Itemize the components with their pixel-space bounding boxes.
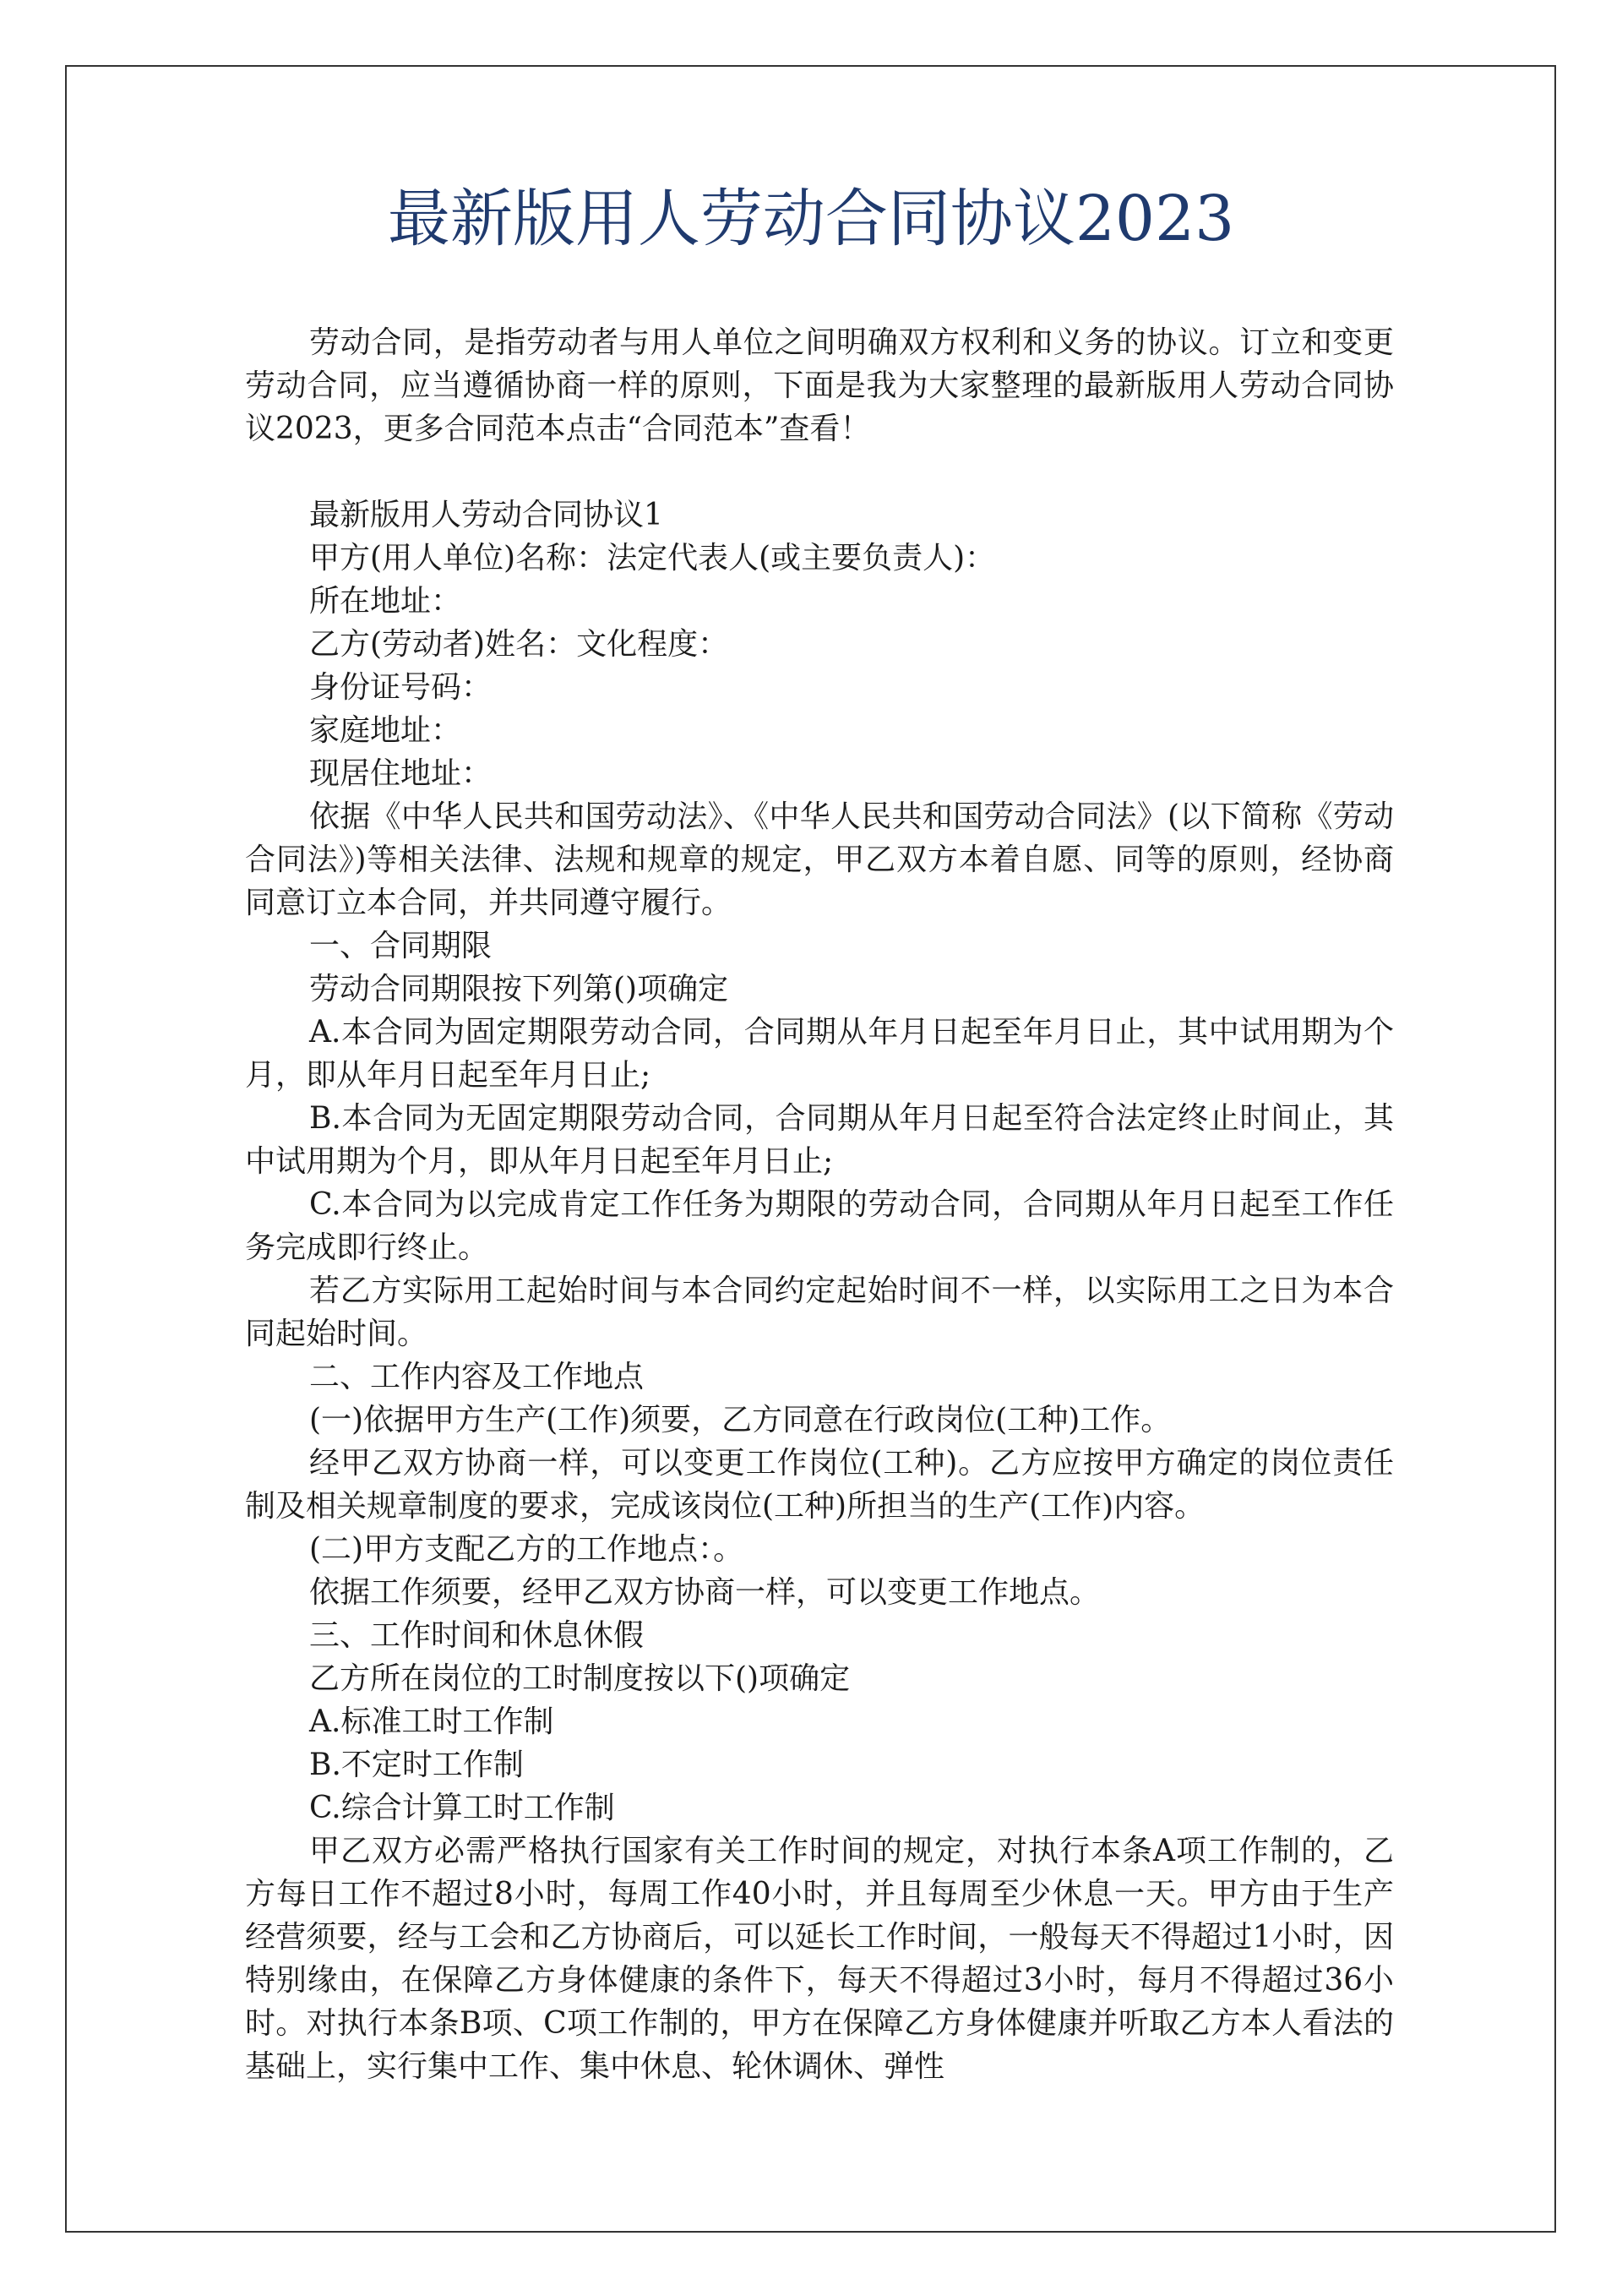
contract-heading: 最新版用人劳动合同协议1: [309, 498, 663, 532]
home-address-line: 家庭地址：: [309, 713, 462, 748]
section-heading-hours: 三、工作时间和休息休假: [309, 1618, 645, 1653]
term-option-a: A.本合同为固定期限劳动合同，合同期从年月日起至年月日止，其中试用期为个月，即从年月日起至年月日止;: [245, 1015, 1394, 1093]
location-change-line: 依据工作须要，经甲乙双方协商一样，可以变更工作地点。: [309, 1575, 1101, 1610]
document-body: [245, 321, 1394, 2088]
hours-option-c: C.综合计算工时工作制: [309, 1791, 615, 1825]
document-title: 最新版用人劳动合同协议2023: [387, 183, 1235, 255]
working-hours-paragraph: 甲乙双方必需严格执行国家有关工作时间的规定，对执行本条A项工作制的，乙方每日工作不超过8小时，每周工作40小时，并且每周至少休息一天。甲方由于生产经营须要，经与工会和乙方协商后，可以延长工作时间，一般每天不得超过1小时，因特别缘由，在保障乙方身体健康的条件下，每天不得超过3小时，每月不得超过36小时。对执行本条B项、C项工作制的，甲方在保障乙方身体健康并听取乙方本人看法的基础上，实行集中工作、集中休息、轮休调休、弹性: [245, 1834, 1394, 2084]
address-line: 所在地址：: [309, 584, 462, 619]
section-heading-work: 二、工作内容及工作地点: [309, 1360, 645, 1394]
hours-option-a: A.标准工时工作制: [309, 1704, 554, 1739]
section-heading-term: 一、合同期限: [309, 929, 493, 963]
party-b-line: 乙方(劳动者)姓名：文化程度：: [309, 627, 729, 662]
party-a-line: 甲方(用人单位)名称：法定代表人(或主要负责人)：: [309, 541, 996, 575]
term-option-b: B.本合同为无固定期限劳动合同，合同期从年月日起至符合法定终止时间止，其中试用期为个月，即从年月日起至年月日止;: [245, 1101, 1394, 1179]
term-option-c: C.本合同为以完成肯定工作任务为期限的劳动合同，合同期从年月日起至工作任务完成即行终止。: [245, 1187, 1394, 1265]
contract-text: [245, 494, 1394, 2088]
work-position-line: (一)依据甲方生产(工作)须要，乙方同意在行政岗位(工种)工作。: [309, 1403, 1172, 1437]
hours-selection-line: 乙方所在岗位的工时制度按以下()项确定: [309, 1661, 851, 1696]
legal-basis-paragraph: 依据《中华人民共和国劳动法》、《中华人民共和国劳动合同法》(以下简称《劳动合同法》)等相关法律、法规和规章的规定，甲乙双方本着自愿、同等的原则，经协商同意订立本合同，并共同遵守履行。: [245, 799, 1394, 920]
current-address-line: 现居住地址：: [309, 756, 493, 791]
work-location-line: (二)甲方支配乙方的工作地点：。: [309, 1532, 744, 1567]
position-change-paragraph: 经甲乙双方协商一样，可以变更工作岗位(工种)。乙方应按甲方确定的岗位责任制及相关规章制度的要求，完成该岗位(工种)所担当的生产(工作)内容。: [245, 1446, 1394, 1524]
start-date-paragraph: 若乙方实际用工起始时间与本合同约定起始时间不一样，以实际用工之日为本合同起始时间。: [245, 1273, 1394, 1351]
hours-option-b: B.不定时工作制: [309, 1748, 524, 1782]
intro-paragraph: 劳动合同，是指劳动者与用人单位之间明确双方权利和义务的协议。订立和变更劳动合同，应当遵循协商一样的原则，下面是我为大家整理的最新版用人劳动合同协议2023，更多合同范本点击“合同范本”查看！: [245, 325, 1394, 446]
id-number-line: 身份证号码：: [309, 670, 493, 705]
term-selection-line: 劳动合同期限按下列第()项确定: [309, 972, 729, 1006]
